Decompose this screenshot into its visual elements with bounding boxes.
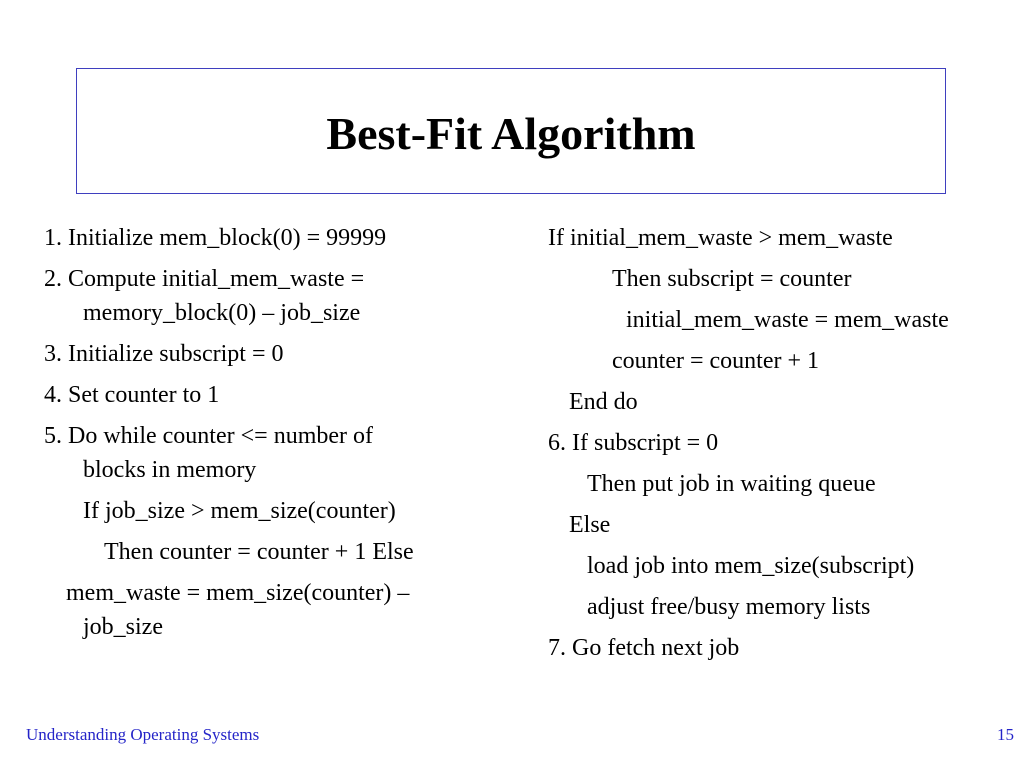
right-line: initial_mem_waste = mem_waste [626, 307, 949, 333]
right-line: load job into mem_size(subscript) [587, 553, 915, 579]
footer-course-title: Understanding Operating Systems [26, 725, 260, 744]
left-line: Then counter = counter + 1 Else [104, 539, 414, 565]
right-line: adjust free/busy memory lists [587, 594, 871, 620]
left-line: 2. Compute initial_mem_waste = [44, 266, 365, 292]
right-line: Then put job in waiting queue [587, 471, 876, 497]
left-line: mem_waste = mem_size(counter) – [66, 580, 410, 606]
left-line: 4. Set counter to 1 [44, 382, 220, 408]
right-line: counter = counter + 1 [612, 348, 819, 374]
right-line: End do [569, 389, 638, 415]
right-line: Then subscript = counter [612, 266, 852, 292]
footer-page-number: 15 [997, 725, 1014, 744]
title-box [76, 68, 946, 194]
left-line: 1. Initialize mem_block(0) = 99999 [44, 225, 387, 251]
left-line: memory_block(0) – job_size [83, 300, 361, 326]
left-line: If job_size > mem_size(counter) [83, 498, 396, 524]
left-line: 5. Do while counter <= number of [44, 423, 373, 449]
left-line: job_size [83, 614, 163, 640]
right-line: 7. Go fetch next job [548, 635, 740, 661]
right-line: 6. If subscript = 0 [548, 430, 719, 456]
right-line: Else [569, 512, 611, 538]
slide-title: Best-Fit Algorithm [326, 107, 696, 159]
left-line: 3. Initialize subscript = 0 [44, 341, 284, 367]
right-line: If initial_mem_waste > mem_waste [548, 225, 893, 251]
left-line: blocks in memory [83, 457, 257, 483]
